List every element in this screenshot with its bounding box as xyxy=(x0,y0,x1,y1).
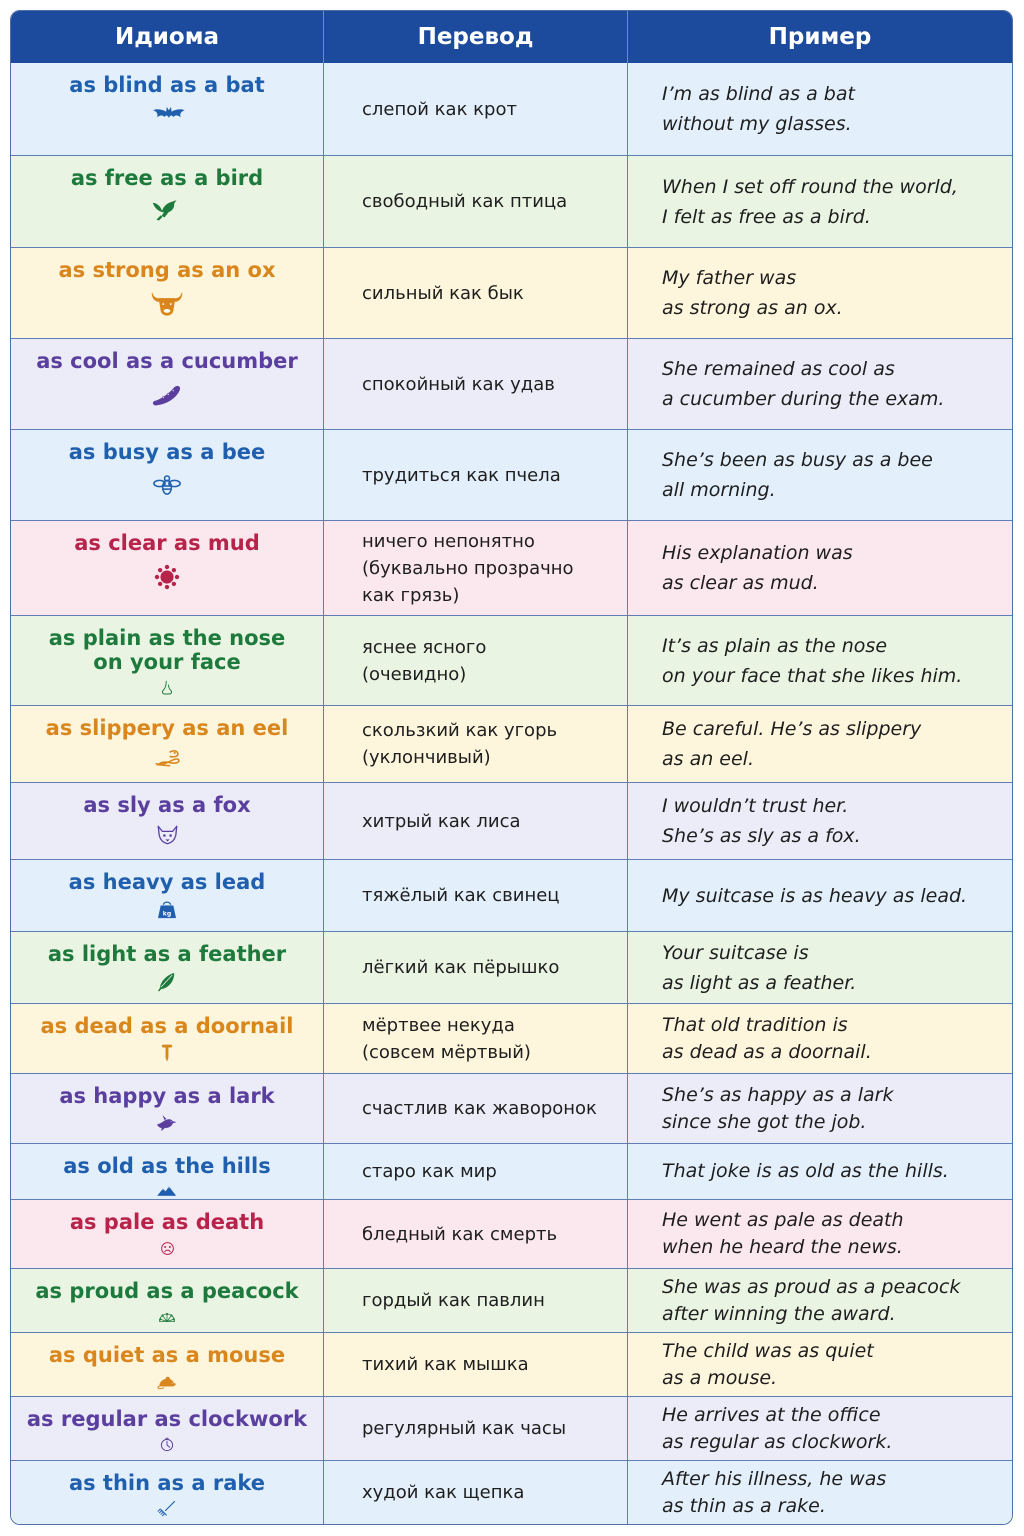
example-cell xyxy=(627,156,1012,247)
idioms-table xyxy=(10,10,1013,1525)
idiom-text: as proud as a peacock xyxy=(35,1279,299,1303)
header-translation: Перевод xyxy=(323,11,627,63)
translation-cell xyxy=(323,430,627,520)
bee-icon xyxy=(147,466,187,506)
translation-text: счастлив как жаворонок xyxy=(362,1098,597,1119)
translation-cell xyxy=(323,1333,627,1396)
translation-cell xyxy=(323,1074,627,1143)
table-row xyxy=(11,63,1012,155)
translation-text: бледный как смерть xyxy=(362,1223,558,1245)
idiom-cell xyxy=(11,63,323,155)
example-cell xyxy=(627,1074,1012,1143)
rake-icon xyxy=(155,1497,179,1521)
example-text: His explanation was as clear as mud. xyxy=(662,542,853,594)
header-example: Пример xyxy=(627,11,1012,63)
example-text: He arrives at the office as regular as clockwork. xyxy=(662,1403,893,1453)
idiom-cell xyxy=(11,706,323,782)
example-cell xyxy=(627,1144,1012,1199)
feather-icon xyxy=(153,968,181,996)
mouse-icon xyxy=(155,1369,179,1393)
translation-text: тяжёлый как свинец xyxy=(362,885,560,906)
idiom-text: as cool as a cucumber xyxy=(36,349,298,373)
example-text: My father was as strong as an ox. xyxy=(662,267,843,319)
idiom-cell xyxy=(11,616,323,705)
example-text: After his illness, he was as thin as a rake. xyxy=(662,1467,887,1517)
idiom-cell xyxy=(11,521,323,615)
idiom-cell xyxy=(11,932,323,1003)
translation-text: яснее ясного (очевидно) xyxy=(362,636,487,685)
table-row xyxy=(11,1143,1012,1199)
translation-cell xyxy=(323,1269,627,1332)
idiom-text: as regular as clockwork xyxy=(26,1407,308,1431)
translation-text: лёгкий как пёрышко xyxy=(362,957,560,978)
example-text: I’m as blind as a bat without my glasses. xyxy=(662,83,855,135)
example-text: That joke is as old as the hills. xyxy=(662,1160,949,1182)
idiom-cell xyxy=(11,339,323,429)
example-cell xyxy=(627,1200,1012,1268)
example-cell xyxy=(627,521,1012,615)
idiom-text: as busy as a bee xyxy=(68,440,266,464)
example-cell xyxy=(627,1004,1012,1073)
idiom-cell xyxy=(11,1397,323,1460)
translation-cell xyxy=(323,616,627,705)
table-row xyxy=(11,1003,1012,1073)
translation-text: регулярный как часы xyxy=(362,1418,567,1439)
translation-text: трудиться как пчела xyxy=(362,464,561,486)
translation-text: скользкий как угорь (уклончивый) xyxy=(362,720,558,768)
nail-icon xyxy=(154,1040,180,1066)
idiom-cell xyxy=(11,1144,323,1199)
table-row xyxy=(11,155,1012,247)
translation-text: мёртвее некуда (совсем мёртвый) xyxy=(362,1014,531,1063)
idiom-text: as quiet as a mouse xyxy=(48,1343,286,1367)
idiom-text: as sly as a fox xyxy=(83,793,251,817)
translation-text: гордый как павлин xyxy=(362,1290,545,1311)
translation-text: свободный как птица xyxy=(362,191,568,212)
example-text: It’s as plain as the nose on your face that she likes him. xyxy=(662,634,963,687)
table-row xyxy=(11,1268,1012,1332)
example-text: The child was as quiet as a mouse. xyxy=(662,1339,874,1389)
translation-cell xyxy=(323,63,627,155)
example-cell xyxy=(627,339,1012,429)
example-text: My suitcase is as heavy as lead. xyxy=(662,884,968,907)
translation-text: тихий как мышка xyxy=(362,1354,529,1375)
table-row xyxy=(11,520,1012,615)
bird-icon xyxy=(147,192,187,232)
idiom-cell xyxy=(11,783,323,859)
idiom-text: as light as a feather xyxy=(47,942,287,966)
table-row xyxy=(11,1332,1012,1396)
idiom-text: as heavy as lead xyxy=(68,870,266,894)
translation-cell xyxy=(323,1144,627,1199)
translation-cell xyxy=(323,1200,627,1268)
example-cell xyxy=(627,248,1012,338)
idiom-cell xyxy=(11,156,323,247)
translation-cell xyxy=(323,706,627,782)
idiom-text: as plain as the nose on your face xyxy=(48,626,286,674)
example-text: That old tradition is as dead as a doornail. xyxy=(662,1013,872,1063)
idiom-text: as pale as death xyxy=(69,1210,265,1234)
header-idiom: Идиома xyxy=(114,24,220,50)
translation-cell xyxy=(323,521,627,615)
translation-cell xyxy=(323,932,627,1003)
example-text: He went as pale as death when he heard the news. xyxy=(662,1209,904,1258)
example-text: She remained as cool as a cucumber during the exam. xyxy=(662,358,945,410)
idiom-cell xyxy=(11,1461,323,1524)
example-cell xyxy=(627,932,1012,1003)
weight-label: kg xyxy=(162,910,172,918)
hills-icon xyxy=(155,1180,179,1199)
table-row xyxy=(11,247,1012,338)
idiom-text: as slippery as an eel xyxy=(45,716,289,740)
translation-text: слепой как крот xyxy=(362,98,517,120)
idiom-text: as old as the hills xyxy=(63,1154,271,1178)
translation-cell xyxy=(323,783,627,859)
clock-icon xyxy=(155,1433,179,1457)
translation-text: хитрый как лиса xyxy=(362,810,521,832)
example-cell xyxy=(627,1461,1012,1524)
eel-icon xyxy=(151,742,184,775)
bat-icon xyxy=(147,99,187,139)
cucumber-icon xyxy=(147,375,187,415)
idiom-cell xyxy=(11,1200,323,1268)
example-text: She’s as happy as a lark since she got the job. xyxy=(662,1083,894,1133)
idiom-text: as happy as a lark xyxy=(59,1084,275,1108)
example-text: When I set off round the world, I felt as free as a bird. xyxy=(662,175,958,228)
example-cell xyxy=(627,783,1012,859)
fox-icon xyxy=(151,819,184,852)
mud-splat-icon xyxy=(147,557,187,597)
weight-icon xyxy=(153,896,181,924)
idiom-text: as free as a bird xyxy=(70,166,264,190)
lark-icon xyxy=(154,1110,180,1136)
idiom-cell xyxy=(11,860,323,931)
example-cell xyxy=(627,1333,1012,1396)
translation-text: худой как щепка xyxy=(362,1482,525,1503)
sad-face-icon xyxy=(155,1236,180,1261)
translation-text: сильный как бык xyxy=(362,282,524,304)
idiom-cell xyxy=(11,1004,323,1073)
example-cell xyxy=(627,616,1012,705)
idiom-text: as dead as a doornail xyxy=(40,1014,294,1038)
idiom-text: as clear as mud xyxy=(74,531,260,555)
table-row xyxy=(11,1460,1012,1524)
idiom-cell xyxy=(11,1269,323,1332)
translation-text: спокойный как удав xyxy=(362,373,555,395)
example-text: Be careful. He’s as slippery as an eel. xyxy=(662,718,922,770)
translation-cell xyxy=(323,860,627,931)
translation-cell xyxy=(323,1397,627,1460)
translation-cell xyxy=(323,248,627,338)
idiom-cell xyxy=(11,248,323,338)
example-text: She was as proud as a peacock after winning the award. xyxy=(662,1275,961,1325)
table-row xyxy=(11,1073,1012,1143)
nose-icon xyxy=(155,676,179,700)
example-cell xyxy=(627,430,1012,520)
translation-cell xyxy=(323,339,627,429)
idiom-cell xyxy=(11,430,323,520)
table-row xyxy=(11,615,1012,705)
idiom-cell xyxy=(11,1074,323,1143)
table-row xyxy=(11,931,1012,1003)
translation-text: ничего непонятно (буквально прозрачно как грязь) xyxy=(362,530,574,606)
table-row xyxy=(11,1396,1012,1460)
example-cell xyxy=(627,706,1012,782)
table-row xyxy=(11,429,1012,520)
table-row xyxy=(11,1199,1012,1268)
example-text: I wouldn’t trust her. She’s as sly as a fox. xyxy=(662,795,861,847)
table-header xyxy=(11,11,1012,63)
example-cell xyxy=(627,1269,1012,1332)
idiom-text: as thin as a rake xyxy=(68,1471,266,1495)
table-row xyxy=(11,859,1012,931)
example-text: Your suitcase is as light as a feather. xyxy=(662,941,857,994)
translation-cell xyxy=(323,156,627,247)
table-row xyxy=(11,705,1012,782)
idiom-text: as blind as a bat xyxy=(69,73,265,97)
peacock-icon xyxy=(155,1305,179,1329)
idiom-text: as strong as an ox xyxy=(58,258,276,282)
table-row xyxy=(11,782,1012,859)
translation-text: старо как мир xyxy=(362,1161,497,1182)
example-cell xyxy=(627,63,1012,155)
example-cell xyxy=(627,860,1012,931)
example-text: She’s been as busy as a bee all morning. xyxy=(662,449,933,501)
example-cell xyxy=(627,1397,1012,1460)
table-row xyxy=(11,338,1012,429)
ox-icon xyxy=(147,284,187,324)
translation-cell xyxy=(323,1461,627,1524)
idiom-cell xyxy=(11,1333,323,1396)
translation-cell xyxy=(323,1004,627,1073)
